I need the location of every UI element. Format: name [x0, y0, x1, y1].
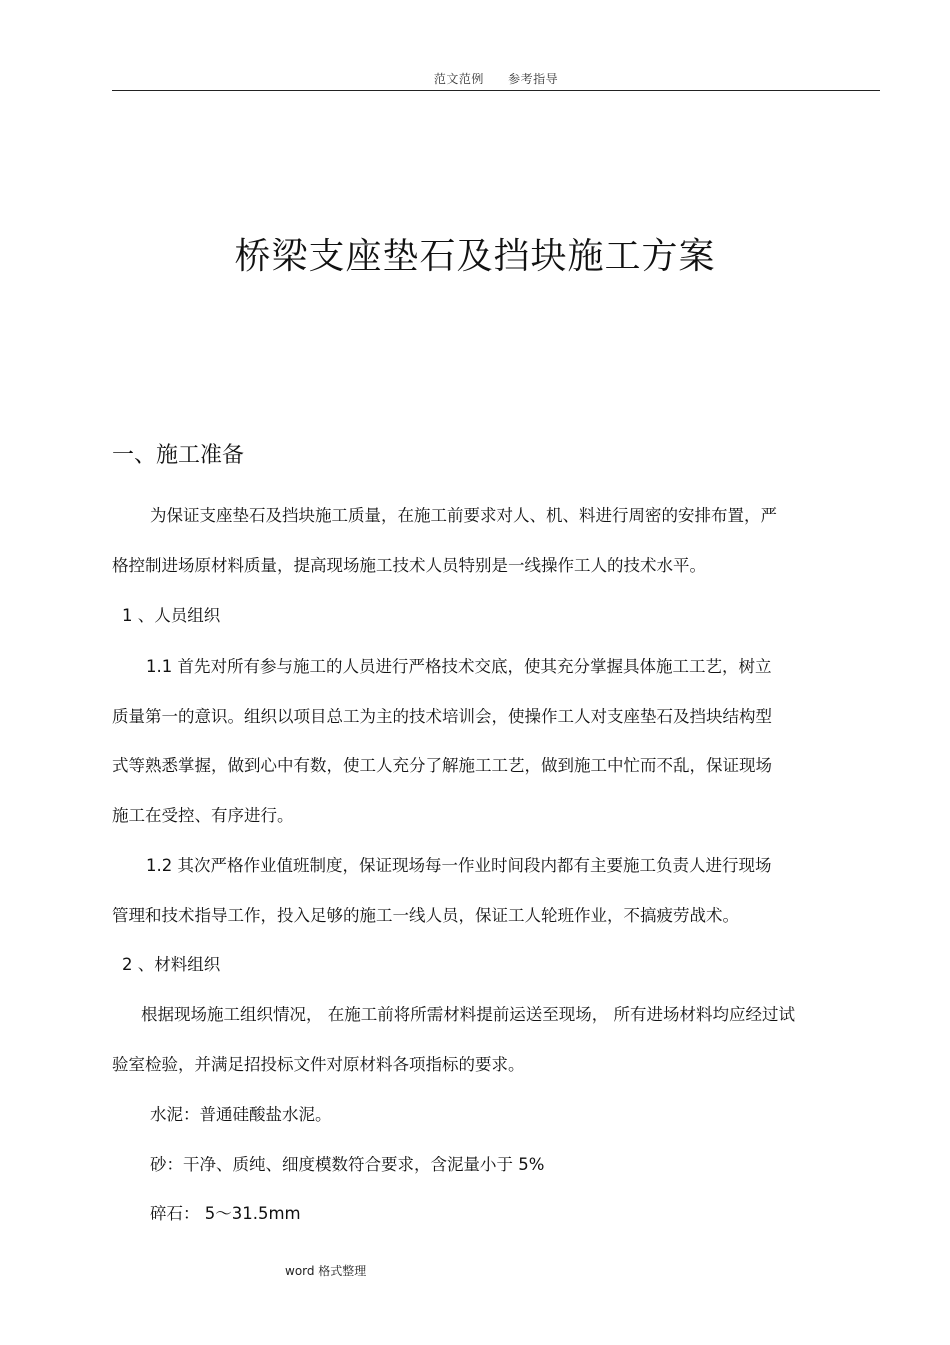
- document-title: 桥梁支座垫石及挡块施工方案: [234, 236, 716, 277]
- page-header: [112, 68, 880, 91]
- section-heading: 一、施工准备: [112, 443, 245, 468]
- para-1-1-line-4: 施工在受控、有序进行。: [112, 806, 294, 825]
- para-2-line-1: 根据现场施工组织情况， 在施工前将所需材料提前运送至现场， 所有进场材料均应经过试: [141, 1005, 795, 1024]
- para-1-1-line-2: 质量第一的意识。组织以项目总工为主的技术培训会，使操作工人对支座垫石及挡块结构型: [112, 707, 772, 726]
- header-right-text: 参考指导: [508, 72, 559, 86]
- para-1-1-line-1: 1.1 首先对所有参与施工的人员进行严格技术交底，使其充分掌握具体施工工艺，树立: [146, 657, 772, 676]
- material-item-cement: 水泥：普通硅酸盐水泥。: [150, 1105, 332, 1124]
- material-item-gravel: 碎石： 5～31.5mm: [150, 1204, 301, 1223]
- subsection-heading-2: 2 、材料组织: [122, 955, 221, 974]
- material-item-sand: 砂：干净、质纯、细度模数符合要求，含泥量小于 5%: [150, 1155, 545, 1174]
- intro-line-1: 为保证支座垫石及挡块施工质量，在施工前要求对人、机、料进行周密的安排布置，严: [150, 506, 777, 525]
- para-2-line-2: 验室检验，并满足招投标文件对原材料各项指标的要求。: [112, 1055, 525, 1074]
- header-text: [112, 70, 880, 87]
- page-footer: word 格式整理: [285, 1264, 367, 1278]
- para-1-2-line-1: 1.2 其次严格作业值班制度，保证现场每一作业时间段内都有主要施工负责人进行现场: [146, 856, 772, 875]
- para-1-2-line-2: 管理和技术指导工作，投入足够的施工一线人员，保证工人轮班作业，不搞疲劳战术。: [112, 906, 739, 925]
- para-1-1-line-3: 式等熟悉掌握，做到心中有数，使工人充分了解施工工艺，做到施工中忙而不乱，保证现场: [112, 756, 772, 775]
- header-left-text: 范文范例: [433, 72, 484, 86]
- intro-line-2: 格控制进场原材料质量，提高现场施工技术人员特别是一线操作工人的技术水平。: [112, 556, 706, 575]
- subsection-heading-1: 1 、人员组织: [122, 606, 221, 625]
